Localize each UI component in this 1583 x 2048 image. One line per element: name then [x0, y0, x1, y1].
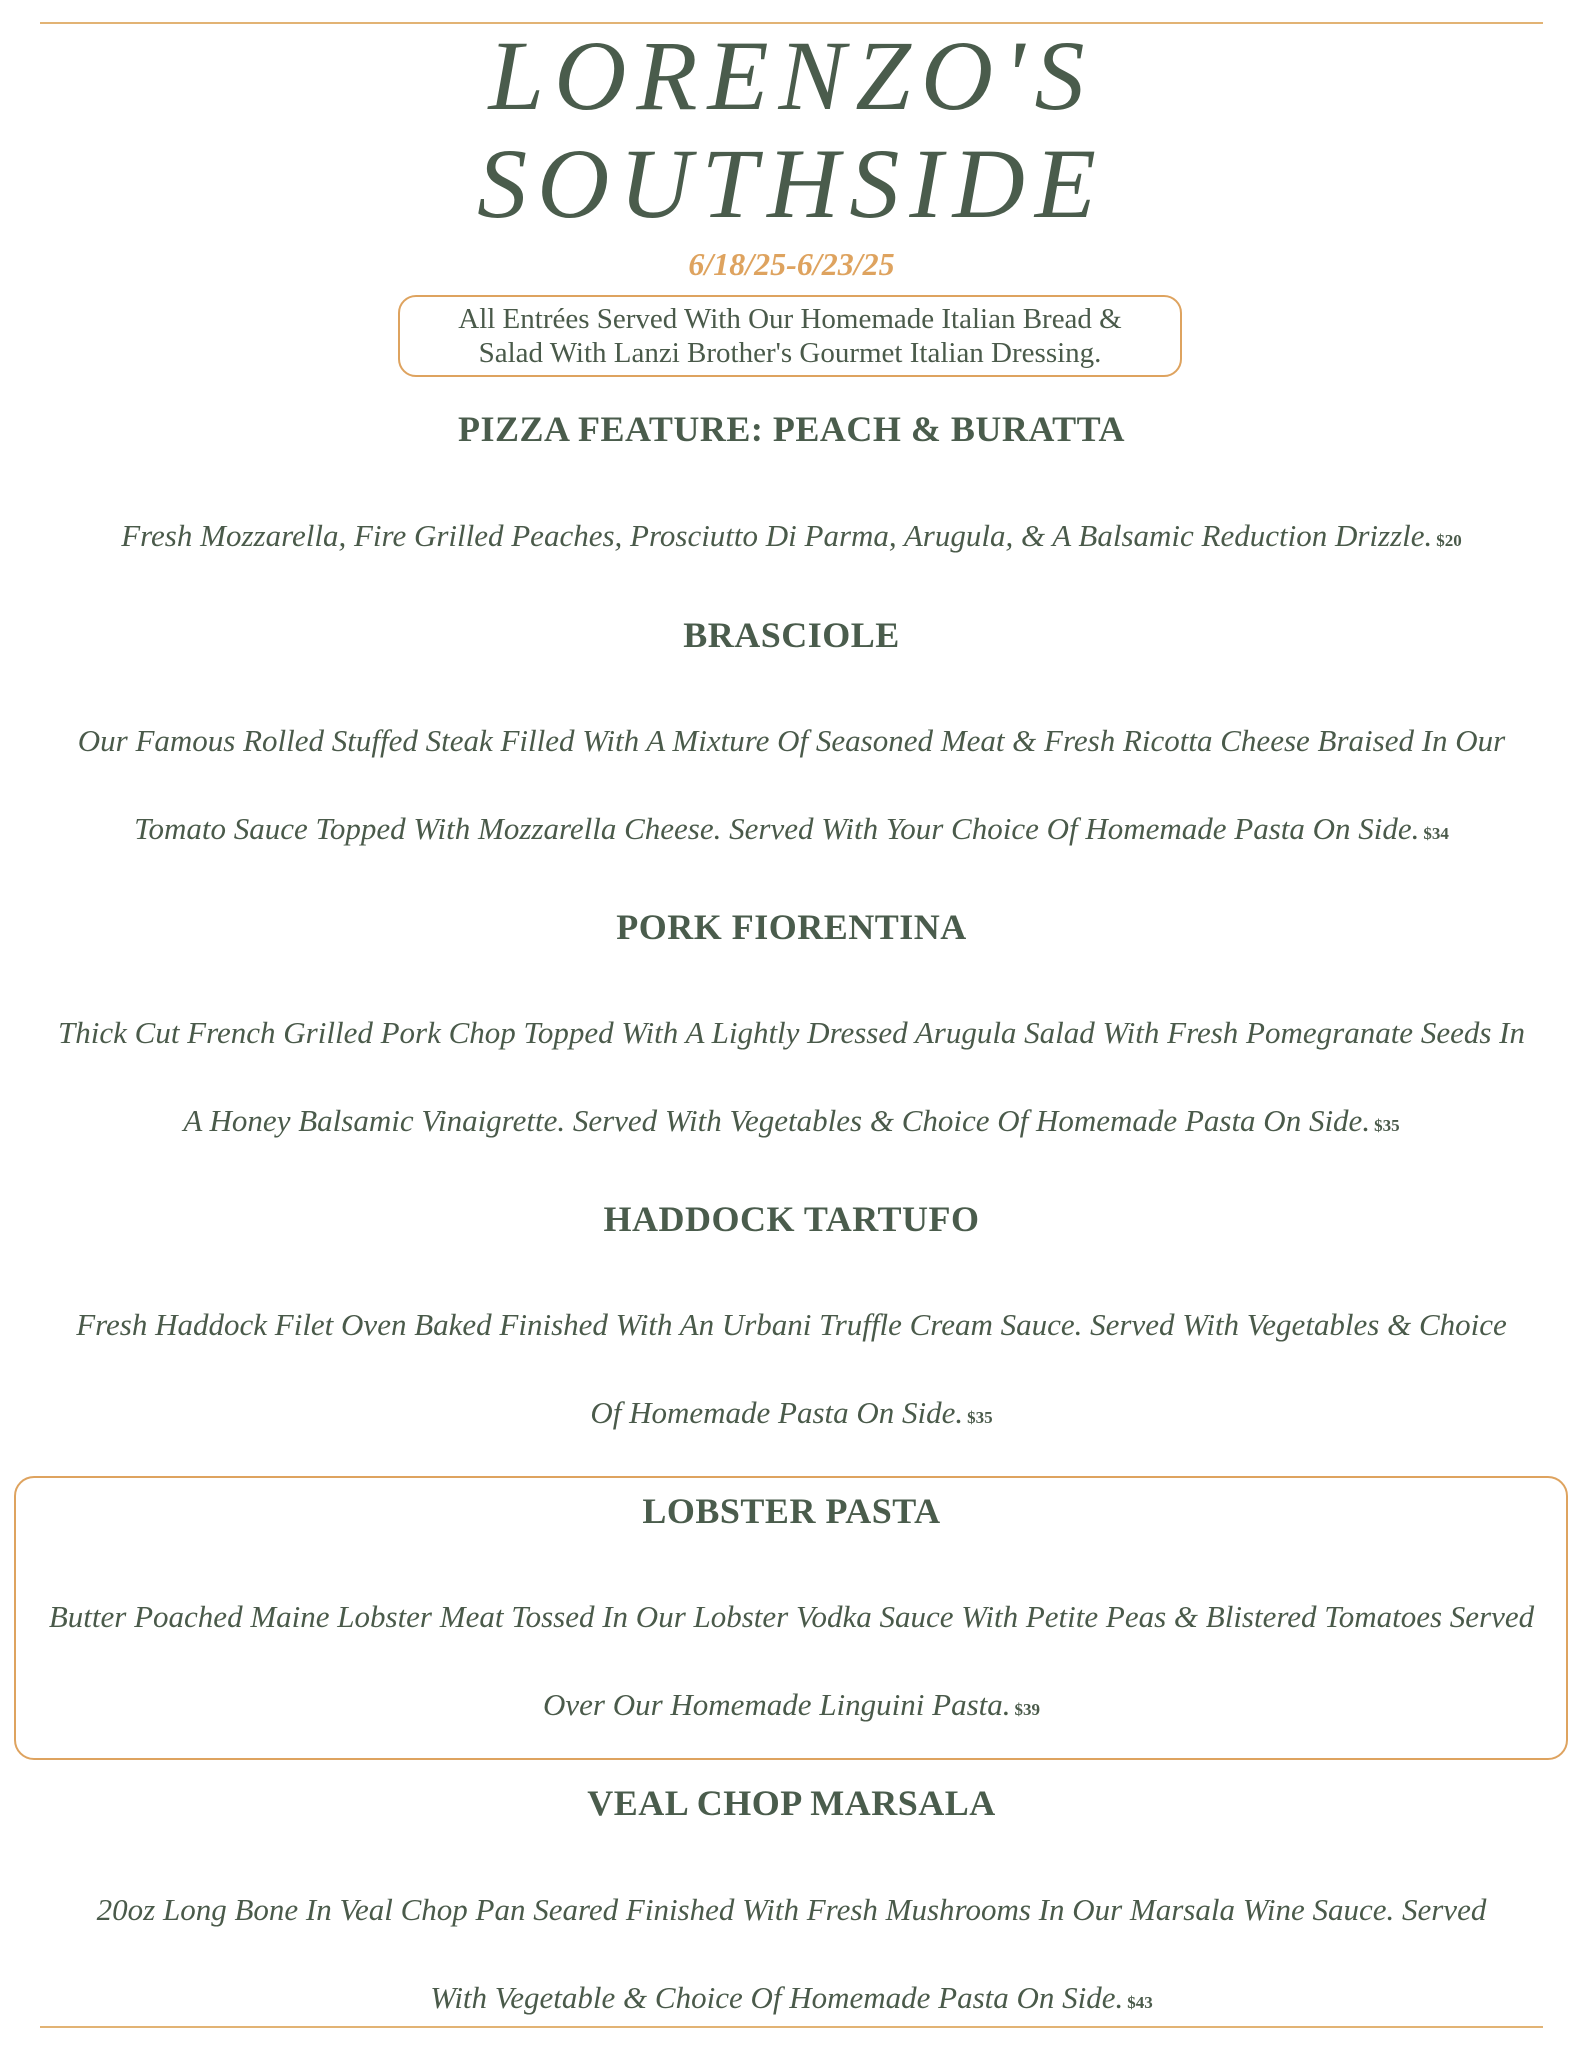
menu-item-description-line: Thick Cut French Grilled Pork Chop Topped With A Lightly Dressed Arugula Salad With Fresh Pomegranate Seeds In [58, 1015, 1525, 1050]
entree-notice-line1: All Entrées Served With Our Homemade Italian Bread & [458, 303, 1122, 335]
menu-item-title: BRASCIOLE [683, 615, 900, 655]
menu-item-description [20, 697, 1563, 878]
menu-item-title: PIZZA FEATURE: PEACH & BURATTA [457, 409, 1126, 449]
menu-item-description [20, 1573, 1563, 1754]
menu-item-price: $35 [967, 1408, 993, 1427]
menu-item-description-line: A Honey Balsamic Vinaigrette. Served With Vegetables & Choice Of Homemade Pasta On Side. [183, 1103, 1371, 1138]
menu-item-price: $34 [1423, 824, 1449, 843]
menu-item-description [20, 989, 1563, 1170]
menu-item-description-line: Of Homemade Pasta On Side. [590, 1395, 964, 1430]
entree-notice-line2: Salad With Lanzi Brother's Gourmet Italian Dressing. [478, 337, 1102, 369]
menu-item-description-line: With Vegetable & Choice Of Homemade Pasta On Side. [430, 1980, 1124, 2015]
menu-item-description-line: Tomato Sauce Topped With Mozzarella Cheese. Served With Your Choice Of Homemade Pasta On Side. [134, 811, 1420, 846]
menu-item-price: $35 [1374, 1116, 1400, 1135]
entree-notice [398, 295, 1182, 377]
menu-dates: 6/18/25-6/23/25 [688, 246, 895, 282]
menu-item-description [20, 492, 1563, 585]
menu-item-description-line: Butter Poached Maine Lobster Meat Tossed In Our Lobster Vodka Sauce With Petite Peas & Blistered Tomatoes Served [48, 1599, 1535, 1634]
menu-item-title: HADDOCK TARTUFO [603, 1199, 980, 1239]
restaurant-name-line1: LORENZO'S [488, 20, 1095, 131]
menu-item-description [20, 1281, 1563, 1462]
menu-item-title: LOBSTER PASTA [642, 1491, 941, 1531]
menu-item-description-line: 20oz Long Bone In Veal Chop Pan Seared Finished With Fresh Mushrooms In Our Marsala Wine Sauce. Served [96, 1892, 1487, 1927]
menu-item-description-line: Our Famous Rolled Stuffed Steak Filled With A Mixture Of Seasoned Meat & Fresh Ricotta Cheese Braised In Our [77, 723, 1506, 758]
menu-item-description-line: Over Our Homemade Linguini Pasta. [542, 1687, 1011, 1722]
restaurant-name-line2: SOUTHSIDE [477, 128, 1106, 239]
bottom-divider [40, 2026, 1543, 2028]
menu-item-title: PORK FIORENTINA [616, 907, 967, 947]
menu-item-price: $43 [1127, 1993, 1153, 2012]
menu-item-price: $39 [1014, 1700, 1041, 1719]
restaurant-name [0, 22, 1583, 238]
menu-item-description-line: Fresh Mozzarella, Fire Grilled Peaches, Prosciutto Di Parma, Arugula, & A Balsamic Reduction Drizzle. [121, 518, 1433, 553]
menu-item-title: VEAL CHOP MARSALA [587, 1783, 996, 1823]
menu-item-description-line: Fresh Haddock Filet Oven Baked Finished With An Urbani Truffle Cream Sauce. Served With Vegetables & Choice [76, 1307, 1507, 1342]
menu-item-price: $20 [1436, 531, 1462, 550]
menu-item-description [20, 1866, 1563, 2047]
